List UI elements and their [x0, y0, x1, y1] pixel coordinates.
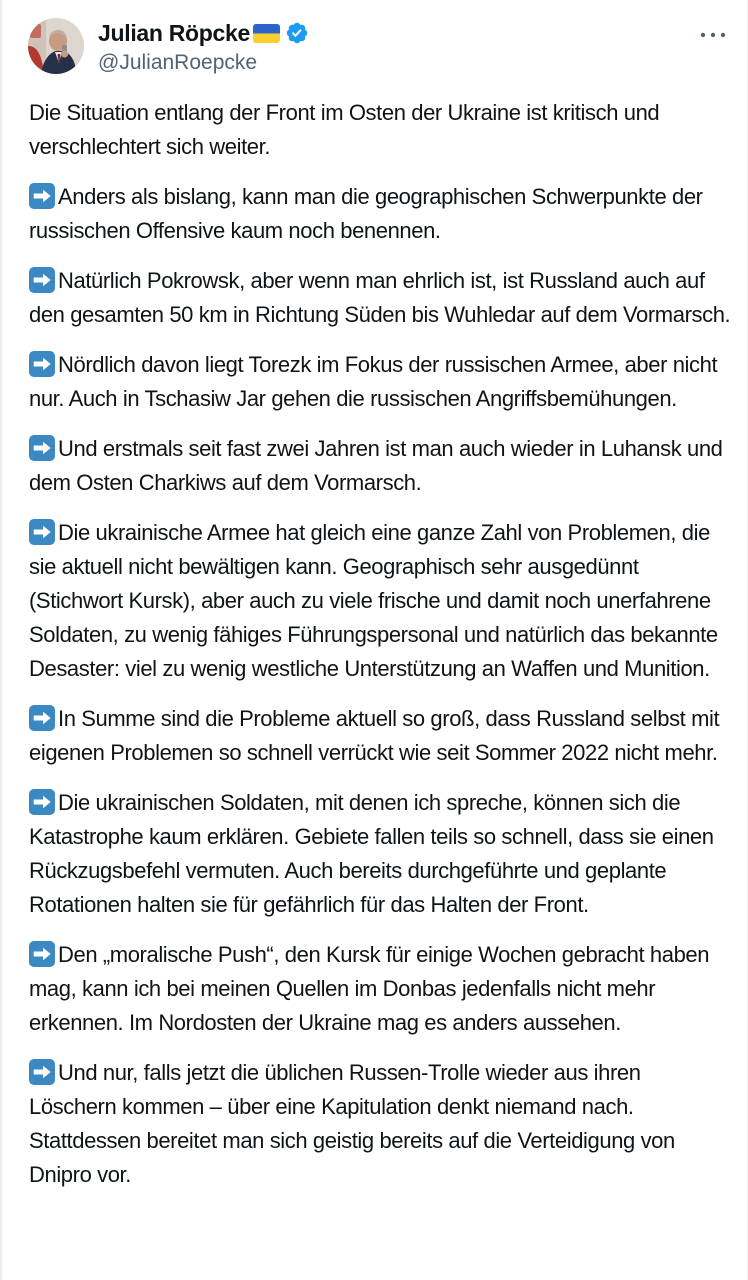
tweet-paragraph — [29, 264, 733, 332]
paragraph-text: Anders als bislang, kann man die geographischen Schwerpunkte der russischen Offensive kaum noch benennen. — [29, 184, 703, 243]
right-arrow-emoji — [29, 1059, 55, 1085]
more-ellipsis-icon — [699, 31, 727, 39]
right-arrow-emoji — [29, 705, 55, 731]
tweet-paragraph — [29, 432, 733, 500]
paragraph-text: In Summe sind die Probleme aktuell so groß, dass Russland selbst mit eigenen Problemen so schnell verrückt wie seit Sommer 2022 nicht mehr. — [29, 706, 720, 765]
right-arrow-emoji — [29, 789, 55, 815]
tweet-paragraph — [29, 96, 733, 164]
tweet-paragraph — [29, 348, 733, 416]
author-block — [98, 18, 309, 75]
author-name[interactable]: Julian Röpcke — [98, 20, 251, 46]
right-arrow-emoji — [29, 435, 55, 461]
right-arrow-emoji — [29, 267, 55, 293]
right-arrow-emoji — [29, 519, 55, 545]
tweet-text — [2, 75, 747, 1192]
right-arrow-emoji — [29, 351, 55, 377]
profile-photo-image — [28, 18, 84, 74]
paragraph-text: Den „moralische Push“, den Kursk für einige Wochen gebracht haben mag, kann ich bei meinen Quellen im Donbas jedenfalls nicht mehr erkennen. Im Nordosten der Ukraine mag es anders aussehen. — [29, 942, 710, 1035]
paragraph-text: Die Situation entlang der Front im Osten der Ukraine ist kritisch und verschlechtert sich weiter. — [29, 100, 660, 159]
paragraph-text: Die ukrainische Armee hat gleich eine ganze Zahl von Problemen, die sie aktuell nicht bewältigen kann. Geographisch sehr ausgedünnt (Stichwort Kursk), aber auch zu viele frische und damit noch unerfahrene Soldaten, zu wenig fähiges Führungspersonal und natürlich das bekannte Desaster: viel zu wenig westliche Unterstützung an Waffen und Munition. — [29, 520, 718, 681]
author-handle[interactable]: @JulianRoepcke — [98, 51, 258, 74]
paragraph-text: Natürlich Pokrowsk, aber wenn man ehrlich ist, ist Russland auch auf den gesamten 50 km in Richtung Süden bis Wuhledar auf dem Vormarsch. — [29, 268, 731, 327]
paragraph-text: Nördlich davon liegt Torezk im Fokus der russischen Armee, aber nicht nur. Auch in Tschasiw Jar gehen die russischen Angriffsbemühungen. — [29, 352, 718, 411]
tweet-paragraph — [29, 786, 733, 922]
tweet-paragraph — [29, 702, 733, 770]
right-arrow-emoji — [29, 941, 55, 967]
tweet-paragraph — [29, 1056, 733, 1192]
tweet-header — [2, 0, 747, 75]
verified-badge-icon — [285, 21, 309, 45]
right-arrow-emoji — [29, 183, 55, 209]
more-button[interactable] — [695, 22, 731, 48]
paragraph-text: Und nur, falls jetzt die üblichen Russen-Trolle wieder aus ihren Löschern kommen – über eine Kapitulation denkt niemand nach. Stattdessen bereitet man sich geistig bereits auf die Verteidigung von Dnipro vor. — [29, 1060, 675, 1187]
tweet-paragraph — [29, 180, 733, 248]
paragraph-text: Die ukrainischen Soldaten, mit denen ich spreche, können sich die Katastrophe kaum erklären. Gebiete fallen teils so schnell, dass sie einen Rückzugsbefehl vermuten. Auch bereits durchgeführte und geplante Rotationen halten sie für gefährlich für das Halten der Front. — [29, 790, 714, 917]
paragraph-text: Und erstmals seit fast zwei Jahren ist man auch wieder in Luhansk und dem Osten Charkiws auf dem Vormarsch. — [29, 436, 723, 495]
tweet-paragraph — [29, 938, 733, 1040]
ukraine-flag-emoji — [253, 24, 280, 43]
author-name-row — [98, 19, 309, 47]
tweet-paragraph — [29, 516, 733, 686]
avatar[interactable] — [28, 18, 84, 74]
